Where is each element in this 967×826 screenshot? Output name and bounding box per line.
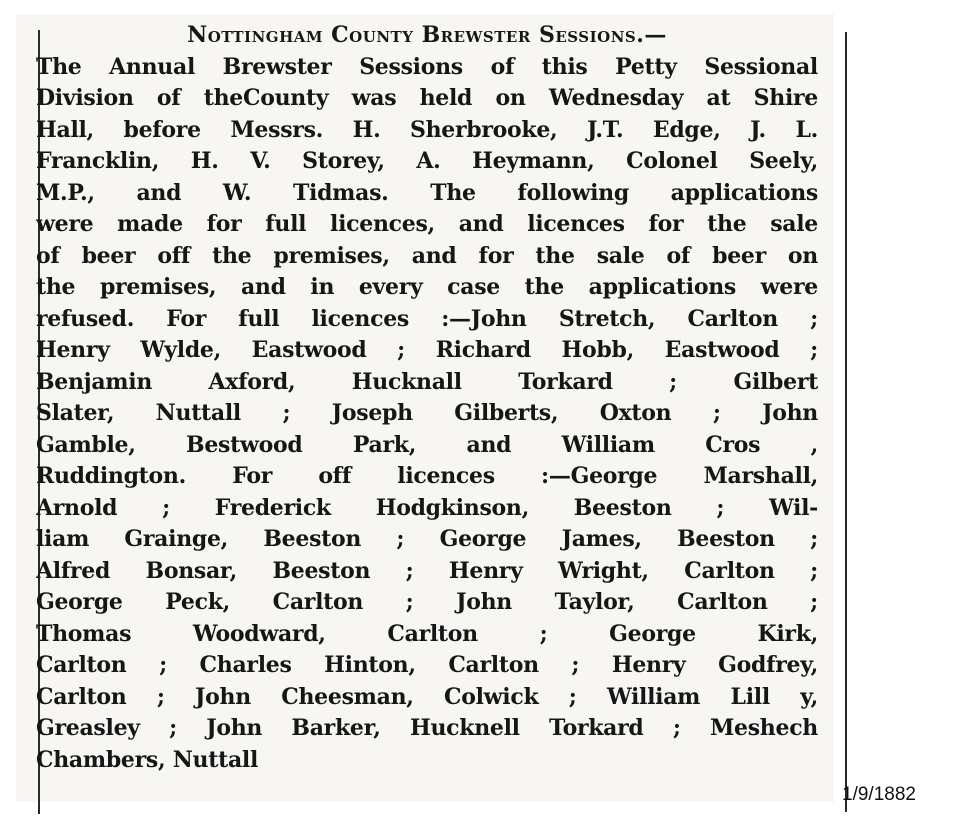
text-line: Francklin, H. V. Storey, A. Heymann, Colonel Seely,: [36, 148, 818, 174]
article-headline: Nottingham County Brewster Sessions.—: [187, 22, 667, 48]
text-line: Benjamin Axford, Hucknall Torkard ; Gilbert: [36, 368, 818, 395]
text-line: Henry Wylde, Eastwood ; Richard Hobb, Eastwood ;: [36, 337, 818, 363]
text-line: Alfred Bonsar, Beeston ; Henry Wright, Carlton ;: [36, 557, 818, 584]
text-line: George Peck, Carlton ; John Taylor, Carlton ;: [36, 589, 818, 615]
column-rule-right: [845, 32, 847, 812]
article-body: [36, 20, 818, 776]
text-line: Chambers, Nuttall: [36, 746, 259, 773]
text-line: Thomas Woodward, Carlton ; George Kirk,: [36, 620, 818, 647]
text-line: Ruddington. For off licences :—George Marshall,: [36, 463, 818, 489]
text-line: were made for full licences, and licences for the sale: [36, 211, 818, 237]
text-line: Division of theCounty was held on Wednesday at Shire: [36, 85, 818, 111]
text-line: Slater, Nuttall ; Joseph Gilberts, Oxton ; John: [36, 400, 818, 426]
text-line: Gamble, Bestwood Park, and William Cros ,: [36, 431, 818, 458]
article-text: [36, 52, 818, 777]
text-line: M.P., and W. Tidmas. The following applications: [36, 179, 818, 206]
text-line: refused. For full licences :—John Stretch, Carlton ;: [36, 305, 818, 332]
text-line: Arnold ; Frederick Hodgkinson, Beeston ; Wil-: [36, 494, 818, 521]
text-line: Hall, before Messrs. H. Sherbrooke, J.T. Edge, J. L.: [36, 116, 818, 143]
text-line: Greasley ; John Barker, Hucknell Torkard ; Meshech: [36, 715, 818, 741]
text-line: the premises, and in every case the applications were: [36, 274, 818, 300]
text-line: Carlton ; Charles Hinton, Carlton ; Henry Godfrey,: [36, 652, 818, 678]
text-line: The Annual Brewster Sessions of this Petty Sessional: [36, 53, 818, 80]
text-line: Carlton ; John Cheesman, Colwick ; William Lill y,: [36, 683, 818, 710]
date-stamp: 1/9/1882: [842, 784, 916, 805]
text-line: of beer off the premises, and for the sale of beer on: [36, 242, 818, 269]
text-line: liam Grainge, Beeston ; George James, Beeston ;: [36, 526, 818, 552]
